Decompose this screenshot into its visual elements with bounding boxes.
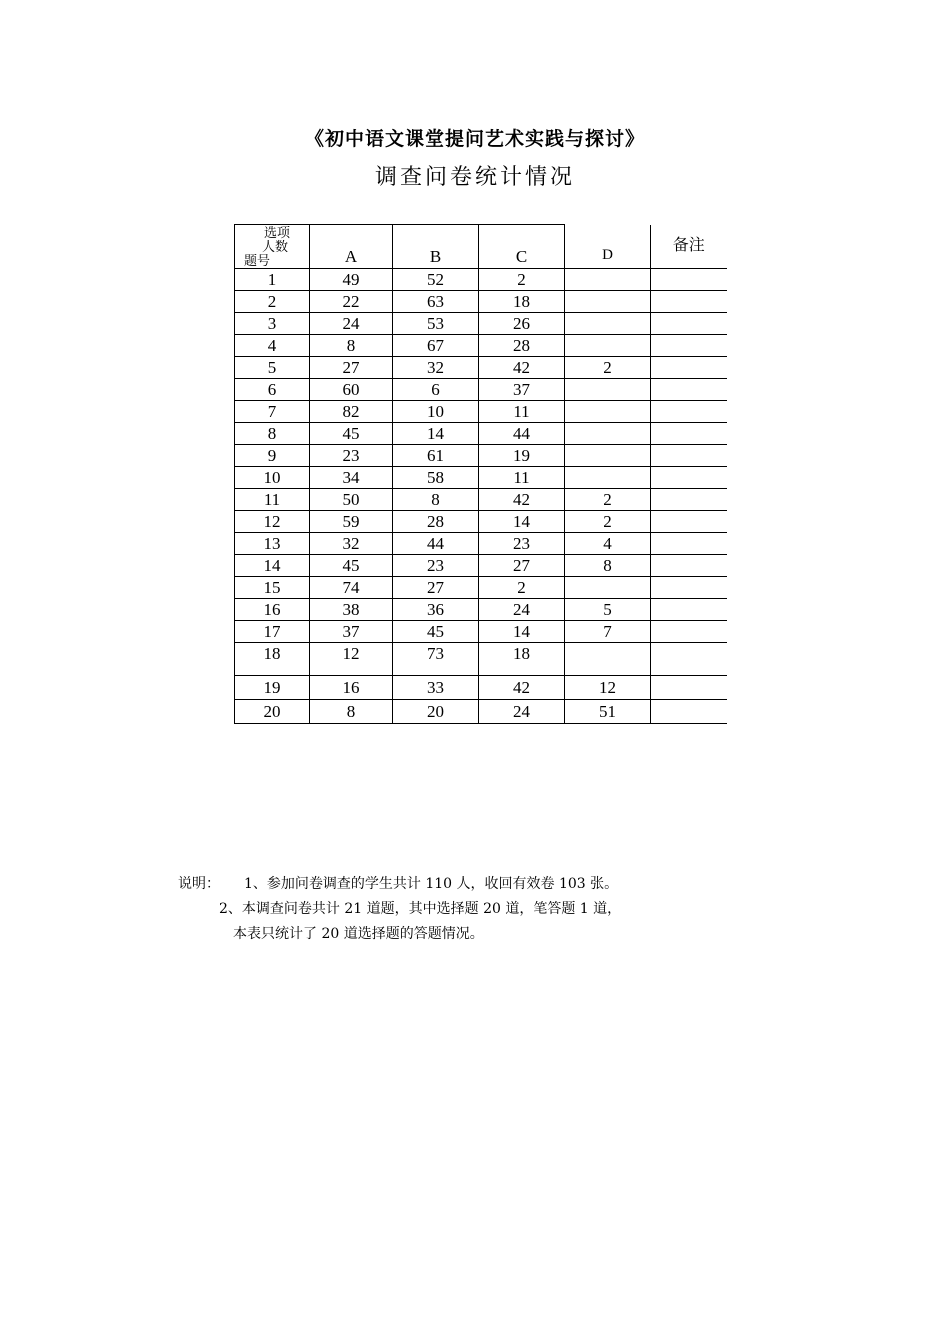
- cell-question-number: 6: [235, 379, 310, 401]
- table-row: [235, 401, 727, 423]
- survey-statistics-table: [234, 224, 727, 724]
- cell-option-c: 2: [479, 577, 565, 599]
- header-count-label: 人数: [262, 239, 289, 254]
- cell-option-a: 38: [310, 599, 393, 621]
- cell-question-number: 11: [235, 489, 310, 511]
- header-col-note: 备注: [651, 225, 727, 269]
- cell-option-d: [565, 379, 651, 401]
- cell-question-number: 9: [235, 445, 310, 467]
- cell-question-number: 4: [235, 335, 310, 357]
- table-row: [235, 700, 727, 724]
- cell-note: [651, 357, 727, 379]
- cell-question-number: 7: [235, 401, 310, 423]
- table-row: [235, 335, 727, 357]
- header-col-a: A: [310, 225, 393, 269]
- header-question-label: 题号: [244, 253, 271, 268]
- cell-question-number: 20: [235, 700, 310, 724]
- cell-note: [651, 423, 727, 445]
- cell-note: [651, 335, 727, 357]
- cell-option-d: 51: [565, 700, 651, 724]
- cell-option-b: 14: [393, 423, 479, 445]
- cell-option-a: 45: [310, 555, 393, 577]
- cell-option-a: 60: [310, 379, 393, 401]
- cell-note: [651, 467, 727, 489]
- cell-option-c: 37: [479, 379, 565, 401]
- cell-option-b: 53: [393, 313, 479, 335]
- cell-option-b: 44: [393, 533, 479, 555]
- cell-option-c: 19: [479, 445, 565, 467]
- cell-option-b: 28: [393, 511, 479, 533]
- cell-note: [651, 313, 727, 335]
- notes-section: [178, 872, 621, 947]
- cell-option-c: 42: [479, 676, 565, 700]
- table-row: [235, 511, 727, 533]
- cell-question-number: 1: [235, 269, 310, 291]
- cell-option-c: 11: [479, 401, 565, 423]
- document-title: 《初中语文课堂提问艺术实践与探讨》: [304, 128, 645, 150]
- cell-question-number: 2: [235, 291, 310, 313]
- cell-option-b: 45: [393, 621, 479, 643]
- cell-option-b: 32: [393, 357, 479, 379]
- cell-option-d: 8: [565, 555, 651, 577]
- table-row: [235, 577, 727, 599]
- cell-option-d: [565, 445, 651, 467]
- table-row: [235, 269, 727, 291]
- cell-option-a: 12: [310, 643, 393, 676]
- cell-question-number: 8: [235, 423, 310, 445]
- document-subtitle: 调查问卷统计情况: [374, 165, 575, 190]
- cell-option-a: 8: [310, 700, 393, 724]
- cell-note: [651, 401, 727, 423]
- cell-option-b: 73: [393, 643, 479, 676]
- cell-question-number: 14: [235, 555, 310, 577]
- cell-note: [651, 445, 727, 467]
- table-row: [235, 643, 727, 676]
- cell-option-c: 23: [479, 533, 565, 555]
- table-row: [235, 489, 727, 511]
- cell-option-d: 12: [565, 676, 651, 700]
- cell-option-c: 44: [479, 423, 565, 445]
- cell-option-d: [565, 467, 651, 489]
- cell-question-number: 13: [235, 533, 310, 555]
- cell-option-c: 2: [479, 269, 565, 291]
- cell-option-b: 61: [393, 445, 479, 467]
- cell-option-c: 24: [479, 700, 565, 724]
- cell-option-d: 2: [565, 511, 651, 533]
- table-row: [235, 555, 727, 577]
- cell-question-number: 17: [235, 621, 310, 643]
- cell-question-number: 10: [235, 467, 310, 489]
- cell-option-b: 10: [393, 401, 479, 423]
- note-line-3: 本表只统计了 20 道选择题的答题情况。: [233, 926, 484, 942]
- table-row: [235, 445, 727, 467]
- cell-option-d: [565, 577, 651, 599]
- cell-note: [651, 621, 727, 643]
- cell-option-a: 23: [310, 445, 393, 467]
- cell-option-a: 16: [310, 676, 393, 700]
- cell-note: [651, 489, 727, 511]
- header-col-c: C: [479, 225, 565, 269]
- cell-option-a: 50: [310, 489, 393, 511]
- cell-option-a: 82: [310, 401, 393, 423]
- cell-option-d: [565, 643, 651, 676]
- table-row: [235, 533, 727, 555]
- cell-option-b: 52: [393, 269, 479, 291]
- cell-question-number: 18: [235, 643, 310, 676]
- cell-option-b: 63: [393, 291, 479, 313]
- cell-note: [651, 700, 727, 724]
- note-line-2: 2、本调查问卷共计 21 道题，其中选择题 20 道，笔答题 1 道，: [219, 901, 622, 917]
- header-col-b: B: [393, 225, 479, 269]
- cell-option-c: 14: [479, 511, 565, 533]
- cell-option-b: 6: [393, 379, 479, 401]
- cell-option-b: 58: [393, 467, 479, 489]
- cell-question-number: 19: [235, 676, 310, 700]
- cell-option-a: 8: [310, 335, 393, 357]
- cell-option-d: 2: [565, 357, 651, 379]
- cell-option-d: 5: [565, 599, 651, 621]
- cell-option-d: 2: [565, 489, 651, 511]
- cell-question-number: 3: [235, 313, 310, 335]
- cell-option-b: 33: [393, 676, 479, 700]
- table-header-row: [235, 225, 727, 269]
- cell-option-a: 74: [310, 577, 393, 599]
- table-row: [235, 313, 727, 335]
- cell-option-b: 20: [393, 700, 479, 724]
- cell-option-c: 18: [479, 643, 565, 676]
- diagonal-header-cell: [235, 225, 310, 269]
- cell-note: [651, 643, 727, 676]
- cell-note: [651, 599, 727, 621]
- cell-option-a: 27: [310, 357, 393, 379]
- cell-option-c: 18: [479, 291, 565, 313]
- header-col-d: D: [565, 225, 651, 269]
- cell-option-b: 8: [393, 489, 479, 511]
- cell-option-a: 32: [310, 533, 393, 555]
- cell-option-c: 26: [479, 313, 565, 335]
- cell-note: [651, 291, 727, 313]
- cell-option-a: 37: [310, 621, 393, 643]
- table-row: [235, 379, 727, 401]
- cell-option-a: 24: [310, 313, 393, 335]
- cell-option-a: 22: [310, 291, 393, 313]
- cell-note: [651, 379, 727, 401]
- cell-option-d: 7: [565, 621, 651, 643]
- cell-option-d: [565, 269, 651, 291]
- cell-question-number: 15: [235, 577, 310, 599]
- cell-question-number: 12: [235, 511, 310, 533]
- cell-note: [651, 511, 727, 533]
- cell-option-b: 36: [393, 599, 479, 621]
- cell-option-c: 42: [479, 489, 565, 511]
- cell-option-b: 67: [393, 335, 479, 357]
- cell-option-d: [565, 291, 651, 313]
- cell-option-a: 49: [310, 269, 393, 291]
- cell-option-c: 42: [479, 357, 565, 379]
- cell-option-d: [565, 313, 651, 335]
- table-row: [235, 357, 727, 379]
- cell-option-c: 28: [479, 335, 565, 357]
- cell-option-b: 23: [393, 555, 479, 577]
- cell-option-d: [565, 423, 651, 445]
- cell-option-d: [565, 335, 651, 357]
- table-row: [235, 621, 727, 643]
- cell-option-a: 34: [310, 467, 393, 489]
- table-row: [235, 467, 727, 489]
- cell-option-c: 11: [479, 467, 565, 489]
- note-line-1: 1、参加问卷调查的学生共计 110 人，收回有效卷 103 张。: [244, 876, 619, 892]
- cell-note: [651, 676, 727, 700]
- notes-label: 说明：: [178, 876, 220, 892]
- table-row: [235, 423, 727, 445]
- header-options-label: 选项: [264, 225, 291, 240]
- cell-option-c: 27: [479, 555, 565, 577]
- cell-option-d: [565, 401, 651, 423]
- cell-note: [651, 269, 727, 291]
- cell-note: [651, 577, 727, 599]
- cell-option-a: 45: [310, 423, 393, 445]
- cell-option-a: 59: [310, 511, 393, 533]
- cell-option-c: 14: [479, 621, 565, 643]
- cell-note: [651, 555, 727, 577]
- table-row: [235, 676, 727, 700]
- cell-option-c: 24: [479, 599, 565, 621]
- table-row: [235, 291, 727, 313]
- cell-question-number: 5: [235, 357, 310, 379]
- cell-option-b: 27: [393, 577, 479, 599]
- cell-question-number: 16: [235, 599, 310, 621]
- cell-option-d: 4: [565, 533, 651, 555]
- cell-note: [651, 533, 727, 555]
- table-row: [235, 599, 727, 621]
